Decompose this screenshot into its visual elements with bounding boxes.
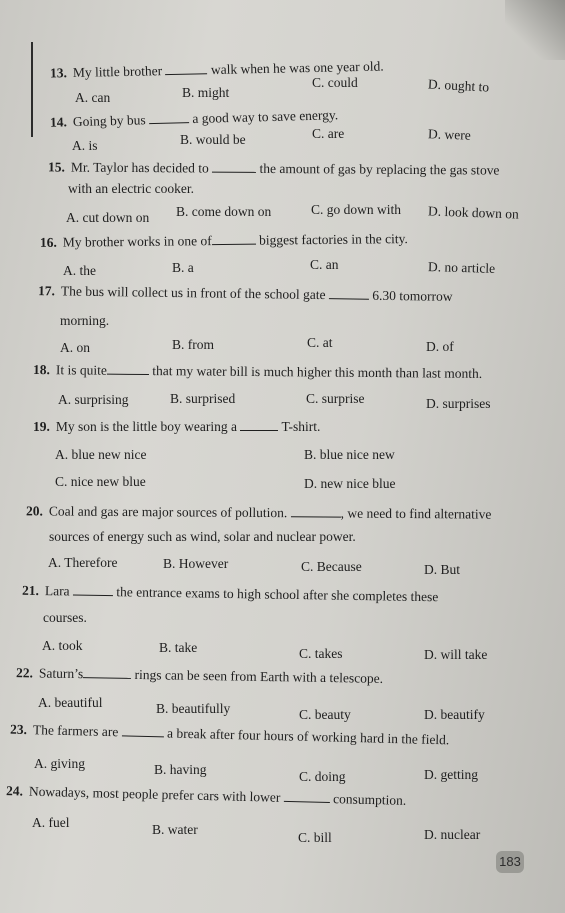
question-number: 20. — [25, 503, 43, 519]
answer-blank — [240, 420, 278, 431]
answer-blank — [212, 234, 256, 245]
question-continuation: morning. — [60, 313, 110, 328]
question-text-after: consumption. — [332, 791, 407, 808]
question-22 — [16, 664, 383, 687]
answer-blank — [149, 112, 189, 124]
option-c: C. could — [312, 75, 358, 90]
option-d: D. of — [426, 339, 454, 354]
question-number: 15. — [47, 159, 65, 175]
option-d: D. getting — [424, 767, 478, 782]
option-c: C. beauty — [299, 707, 351, 722]
answer-blank — [212, 162, 256, 173]
option-c: C. are — [312, 126, 345, 141]
question-text-after: the entrance exams to high school after she completes these — [116, 584, 439, 605]
question-15 — [48, 158, 500, 178]
answer-blank — [291, 506, 341, 517]
option-b: B. surprised — [170, 391, 236, 406]
question-21 — [22, 582, 439, 606]
answer-blank — [83, 667, 131, 679]
option-a: A. the — [63, 263, 96, 278]
question-text-after: the amount of gas by replacing the gas stove — [259, 160, 500, 178]
margin-pen-line — [31, 42, 33, 137]
option-d: D. look down on — [427, 203, 519, 222]
option-b: B. However — [163, 556, 229, 571]
option-d: D. new nice blue — [304, 476, 396, 491]
question-continuation: with an electric cooker. — [68, 181, 194, 196]
option-a: A. can — [75, 90, 111, 105]
option-b: B. having — [154, 762, 207, 777]
page-corner-shadow — [505, 0, 565, 60]
question-text-after: walk when he was one year old. — [210, 58, 384, 78]
answer-blank — [73, 585, 113, 597]
question-text-before: My son is the little boy wearing a — [55, 419, 237, 434]
option-c: C. go down with — [311, 202, 402, 217]
question-14 — [50, 106, 339, 131]
option-c: C. an — [310, 257, 339, 272]
answer-blank — [329, 288, 369, 300]
answer-blank — [284, 791, 330, 803]
option-d: D. beautify — [424, 707, 485, 722]
option-c: C. doing — [299, 769, 346, 784]
option-c: C. Because — [301, 559, 362, 574]
question-text-after: biggest factories in the city. — [259, 231, 408, 248]
option-d: D. no article — [427, 259, 496, 276]
question-text-after: a good way to save energy. — [192, 107, 339, 127]
option-c: C. at — [307, 335, 333, 350]
question-number: 24. — [5, 783, 24, 799]
page-number: 183 — [496, 851, 524, 873]
question-19 — [33, 418, 320, 435]
option-a: A. fuel — [32, 815, 70, 830]
question-20 — [26, 502, 492, 522]
question-number: 16. — [39, 234, 57, 250]
question-text-before: Going by bus — [72, 112, 146, 130]
option-c: C. nice new blue — [55, 474, 146, 489]
option-a: A. took — [42, 638, 83, 653]
question-text-before: My little brother — [72, 63, 163, 81]
question-text-before: Saturn’s — [38, 665, 84, 682]
answer-blank — [165, 63, 207, 75]
question-text-after: , we need to find alternative — [340, 505, 492, 522]
question-number: 19. — [33, 419, 50, 434]
option-b: B. would be — [180, 132, 246, 147]
question-number: 14. — [49, 114, 68, 130]
question-text-after: that my water bill is much higher this month than last month. — [152, 363, 483, 381]
question-17 — [38, 282, 453, 305]
question-number: 21. — [21, 582, 40, 598]
question-number: 13. — [49, 65, 68, 81]
question-18 — [33, 361, 482, 382]
question-number: 22. — [15, 665, 34, 681]
question-continuation: sources of energy such as wind, solar and nuclear power. — [49, 529, 356, 544]
option-b: B. water — [152, 822, 198, 837]
question-23 — [10, 721, 450, 749]
option-a: A. surprising — [58, 392, 129, 407]
option-b: B. beautifully — [156, 701, 231, 716]
question-text-before: It is quite — [55, 362, 107, 378]
question-number: 17. — [37, 283, 55, 299]
question-text-before: Mr. Taylor has decided to — [70, 159, 209, 176]
question-text-before: Coal and gas are major sources of pollution. — [48, 503, 288, 521]
question-text-after: T-shirt. — [281, 419, 321, 434]
option-d: D. nuclear — [424, 827, 481, 842]
question-24 — [6, 782, 407, 809]
question-text-before: My brother works in one of — [62, 233, 212, 250]
option-b: B. from — [172, 337, 214, 352]
option-a: A. blue new nice — [55, 447, 147, 462]
option-b: B. a — [172, 260, 194, 275]
question-text-before: The bus will collect us in front of the school gate — [60, 283, 326, 303]
question-text-after: rings can be seen from Earth with a telescope. — [134, 666, 384, 686]
question-text-after: 6.30 tomorrow — [372, 287, 453, 304]
option-a: A. giving — [34, 756, 86, 771]
answer-blank — [122, 725, 164, 737]
question-16 — [40, 230, 408, 251]
option-d: D. were — [427, 126, 471, 143]
question-number: 18. — [32, 362, 50, 378]
option-a: A. Therefore — [48, 555, 118, 570]
option-b: B. might — [182, 85, 230, 100]
option-d: D. surprises — [426, 396, 491, 411]
option-b: B. come down on — [176, 204, 272, 219]
question-text-after: a break after four hours of working hard in the field. — [166, 725, 450, 748]
question-text-before: Lara — [44, 583, 70, 599]
option-d: D. But — [424, 562, 461, 577]
question-number: 23. — [9, 721, 28, 738]
question-continuation: courses. — [43, 610, 87, 625]
option-a: A. beautiful — [38, 695, 103, 710]
question-text-before: The farmers are — [32, 722, 119, 740]
option-b: B. take — [159, 640, 198, 655]
option-d: D. will take — [424, 647, 488, 662]
answer-blank — [107, 364, 149, 375]
option-a: A. on — [60, 340, 90, 355]
option-c: C. surprise — [306, 391, 365, 406]
option-a: A. cut down on — [66, 210, 150, 225]
option-a: A. is — [72, 138, 98, 153]
option-c: C. bill — [298, 830, 332, 845]
question-text-before: Nowadays, most people prefer cars with lower — [28, 783, 281, 805]
option-b: B. blue nice new — [304, 447, 395, 462]
option-c: C. takes — [299, 646, 343, 661]
option-d: D. ought to — [427, 76, 490, 95]
